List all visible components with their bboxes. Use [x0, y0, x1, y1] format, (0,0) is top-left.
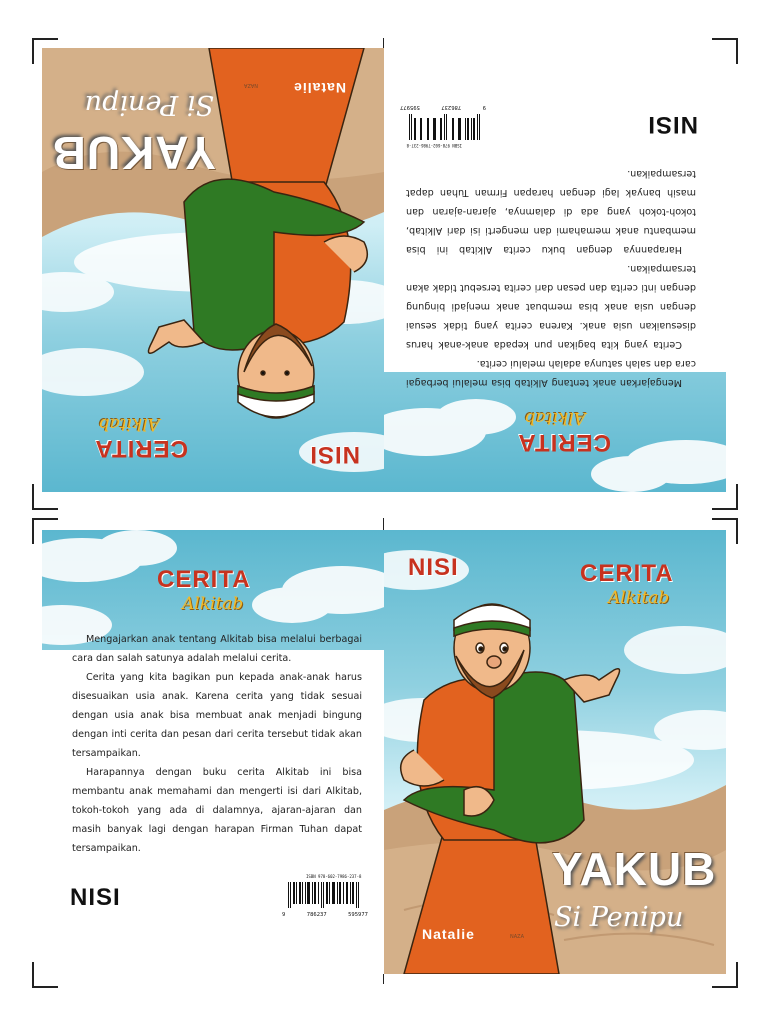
series-title: CERITA	[517, 429, 611, 456]
artist-signature: NAZA	[243, 82, 258, 88]
publisher-logo: NISI	[309, 441, 360, 468]
back-cover-rotated	[384, 48, 726, 492]
series-subtitle: Alkitab	[98, 414, 160, 434]
barcode	[282, 874, 368, 918]
blurb-paragraph: Mengajarkan anak tentang Alkitab bisa melalui berbagai cara dan salah satunya adalah melalui cerita.	[406, 358, 696, 388]
book-subtitle: Si Penipu	[84, 89, 214, 120]
author-name: Natalie	[422, 926, 475, 942]
front-cover	[384, 530, 726, 974]
blurb-paragraph: Harapannya dengan buku cerita Alkitab ini bisa membantu anak memahami dan mengerti isi dari Alkitab, tokoh-tokoh yang ada di dalamnya, ajaran-ajaran dan masih banyak lagi dengan harapan Firman Tuhan dapat tersampaikan.	[72, 767, 362, 854]
isbn-text: ISBN 978-602-7986-237-8	[306, 874, 362, 879]
blurb-paragraph: Cerita yang kita bagikan pun kepada anak-anak harus disesuaikan usia anak. Karena cerita yang tidak sesuai dengan usia anak bisa membuat anak menjadi bingung dengan inti cerita dan pesan dari cerita tersebut tidak akan tersampaikan.	[72, 672, 362, 759]
barcode-digit-lead: 9	[482, 104, 486, 110]
publisher-logo: NISI	[408, 554, 459, 581]
series-subtitle: Alkitab	[608, 588, 670, 608]
blurb-paragraph: Mengajarkan anak tentang Alkitab bisa melalui berbagai cara dan salah satunya adalah melalui cerita.	[72, 634, 362, 664]
back-blurb	[72, 630, 362, 858]
barcode-digits-right: 595977	[348, 912, 368, 918]
barcode-digits-left: 786237	[306, 912, 327, 918]
series-title: CERITA	[157, 566, 251, 593]
back-cover	[42, 530, 384, 974]
barcode-digit-lead: 9	[282, 912, 286, 918]
barcode-digits	[400, 104, 486, 110]
series-subtitle: Alkitab	[182, 594, 244, 614]
series-title: CERITA	[94, 435, 188, 462]
barcode-bars-icon	[282, 882, 368, 908]
artist-signature: NAZA	[510, 934, 525, 940]
publisher-logo: NISI	[647, 111, 698, 138]
blurb-paragraph: Cerita yang kita bagikan pun kepada anak-anak harus disesuaikan usia anak. Karena cerita yang tidak sesuai dengan usia anak bisa membuat anak menjadi bingung dengan inti cerita dan pesan dari cerita tersebut tidak akan tersampaikan.	[406, 263, 696, 350]
series-subtitle: Alkitab	[524, 408, 586, 428]
barcode-digits	[282, 912, 368, 918]
isbn-text: ISBN 978-602-7986-237-8	[406, 143, 462, 148]
author-name: Natalie	[293, 80, 346, 96]
blurb-paragraph: Harapannya dengan buku cerita Alkitab ini bisa membantu anak memahami dan mengerti isi dari Alkitab, tokoh-tokoh yang ada di dalamnya, ajaran-ajaran dan masih banyak lagi dengan harapan Firman Tuhan dapat tersampaikan.	[406, 168, 696, 255]
book-subtitle: Si Penipu	[554, 902, 684, 933]
barcode-digits-right: 595977	[400, 104, 420, 110]
book-title: YAKUB	[552, 843, 717, 895]
barcode	[400, 104, 486, 148]
barcode-bars-icon	[400, 114, 486, 140]
back-blurb	[406, 164, 696, 392]
barcode-digits-left: 786237	[441, 104, 462, 110]
front-cover-rotated	[42, 48, 384, 492]
series-title: CERITA	[580, 560, 674, 587]
publisher-logo: NISI	[70, 884, 121, 911]
book-title: YAKUB	[51, 127, 216, 179]
